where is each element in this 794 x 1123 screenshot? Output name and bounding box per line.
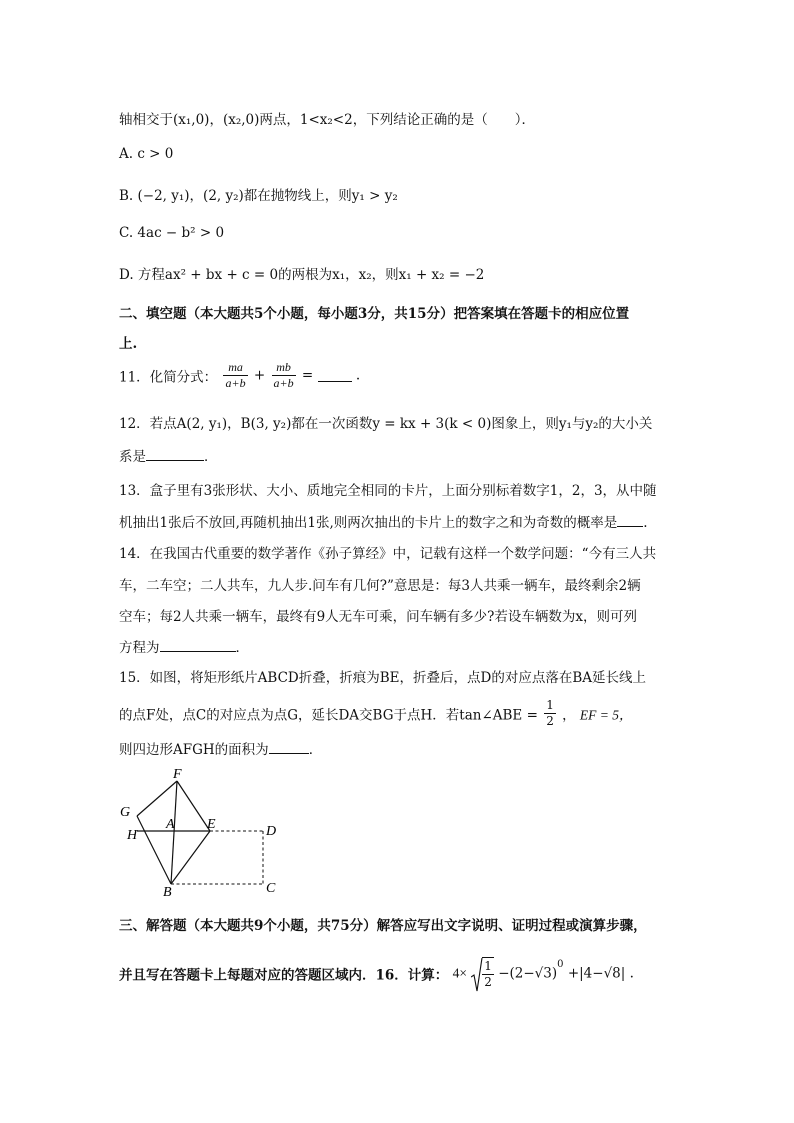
q13-text: 机抽出1张后不放回,再随机抽出1张,则两次抽出的卡片上的数字之和为奇数的概率是 xyxy=(119,515,618,531)
label-e: E xyxy=(207,817,216,832)
question-15-cont-1 xyxy=(119,698,633,729)
segment-fb xyxy=(171,781,177,884)
q15-tan-fraction xyxy=(544,698,556,729)
question-13-cont: 机抽出1张后不放回,再随机抽出1张,则两次抽出的卡片上的数字之和为奇数的概率是 . xyxy=(119,515,648,531)
question-11 xyxy=(119,360,360,391)
question-13: 13．盒子里有3张形状、大小、质地完全相同的卡片，上面分别标着数字1，2，3，从中随 xyxy=(119,483,657,499)
q14-prefix: 方程为 xyxy=(119,640,160,656)
section-3-heading-cont: 并且写在答题卡上每题对应的答题区域内．16．计算： xyxy=(119,967,449,984)
segment-fe xyxy=(177,781,210,831)
q16-sqrt xyxy=(471,957,494,990)
q11-plus: + xyxy=(253,367,266,384)
q11-den1: a+b xyxy=(225,376,246,390)
option-c: C. 4ac − b² > 0 xyxy=(119,225,225,241)
q11-fraction-1 xyxy=(223,360,247,391)
question-14-cont-2: 空车；每2人共乘一辆车，最终有9人无车可乘，问车辆有多少?若设车辆数为x，则可列 xyxy=(119,609,638,625)
segment-eb xyxy=(171,831,210,884)
q15-line2-prefix: 的点F处，点C的对应点为点G，延长DA交BG于点H．若tan∠ABE = xyxy=(119,707,538,724)
question-14: 14．在我国古代重要的数学著作《孙子算经》中，记载有这样一个数学问题：“今有三人共 xyxy=(119,546,657,562)
question-10-stem: 轴相交于(x₁,0)，(x₂,0)两点，1<x₂<2，下列结论正确的是（ ）． xyxy=(119,112,535,128)
q11-num1: ma xyxy=(223,360,247,376)
q11-end: . xyxy=(355,367,361,384)
q16-exponent: 0 xyxy=(557,959,564,970)
label-a: A xyxy=(166,817,175,832)
q16-term2: −(2−√3) xyxy=(498,965,558,982)
segment-fg xyxy=(137,781,177,816)
option-a: A. c > 0 xyxy=(119,146,174,162)
label-c: C xyxy=(266,881,276,896)
sqrt-sign-icon xyxy=(471,957,483,993)
q11-answer-blank[interactable] xyxy=(318,369,352,382)
label-h: H xyxy=(127,828,138,843)
q12-prefix: 系是 xyxy=(119,449,146,465)
q14-answer-blank[interactable] xyxy=(160,639,236,652)
q15-ef-value: EF = 5， xyxy=(579,707,633,723)
option-b: B. (−2, y₁)，(2, y₂)都在抛物线上，则y₁ > y₂ xyxy=(119,188,398,204)
q16-coef: 4× xyxy=(452,965,467,981)
q16-root-den: 2 xyxy=(484,975,492,989)
question-15: 15．如图，将矩形纸片ABCD折叠，折痕为BE，折叠后，点D的对应点落在BA延长线上 xyxy=(119,670,647,686)
question-12-cont: 系是 ． xyxy=(119,449,218,465)
q15-tan-den: 2 xyxy=(546,714,554,728)
option-d: D. 方程ax² + bx + c = 0的两根为x₁，x₂，则x₁ + x₂ = −2 xyxy=(119,267,485,283)
q15-area-text: 则四边形AFGH的面积为 xyxy=(119,742,269,758)
section-2-heading-cont: 上. xyxy=(119,336,138,352)
label-f: F xyxy=(173,767,182,782)
q11-equals: = xyxy=(301,367,314,384)
question-14-cont-1: 车，二车空；二人共车，九人步.问车有几何?”意思是：每3人共乘一辆车，最终剩余2辆 xyxy=(119,578,641,594)
label-g: G xyxy=(120,805,131,820)
q15-line2-suffix: ， xyxy=(562,707,576,724)
q16-term3: +|4−√8| xyxy=(567,965,626,982)
q15-figure xyxy=(115,764,315,904)
question-16-line xyxy=(119,957,634,990)
label-b: B xyxy=(163,885,172,900)
label-d: D xyxy=(266,824,277,839)
q16-root-num: 1 xyxy=(484,959,492,973)
q15-tan-num: 1 xyxy=(546,698,554,712)
q13-answer-blank[interactable] xyxy=(617,514,643,527)
q15-answer-blank[interactable] xyxy=(269,741,309,754)
q16-end: . xyxy=(629,965,634,982)
question-12: 12．若点A(2, y₁)，B(3, y₂)都在一次函数y = kx + 3(k < 0)图象上，则y₁与y₂的大小关 xyxy=(119,416,653,432)
q11-den2: a+b xyxy=(273,376,294,390)
section-3-heading: 三、解答题（本大题共9个小题，共75分）解答应写出文字说明、证明过程或演算步骤， xyxy=(119,918,647,934)
question-14-cont-3: 方程为 ． xyxy=(119,640,249,656)
q11-prefix: 11．化简分式： xyxy=(119,369,218,386)
section-2-heading: 二、填空题（本大题共5个小题，每小题3分，共15分）把答案填在答题卡的相应位置 xyxy=(119,306,630,322)
q11-fraction-2 xyxy=(272,360,296,391)
q12-answer-blank[interactable] xyxy=(146,448,204,461)
q11-num2: mb xyxy=(272,360,296,376)
question-15-cont-2: 则四边形AFGH的面积为 ． xyxy=(119,742,323,758)
